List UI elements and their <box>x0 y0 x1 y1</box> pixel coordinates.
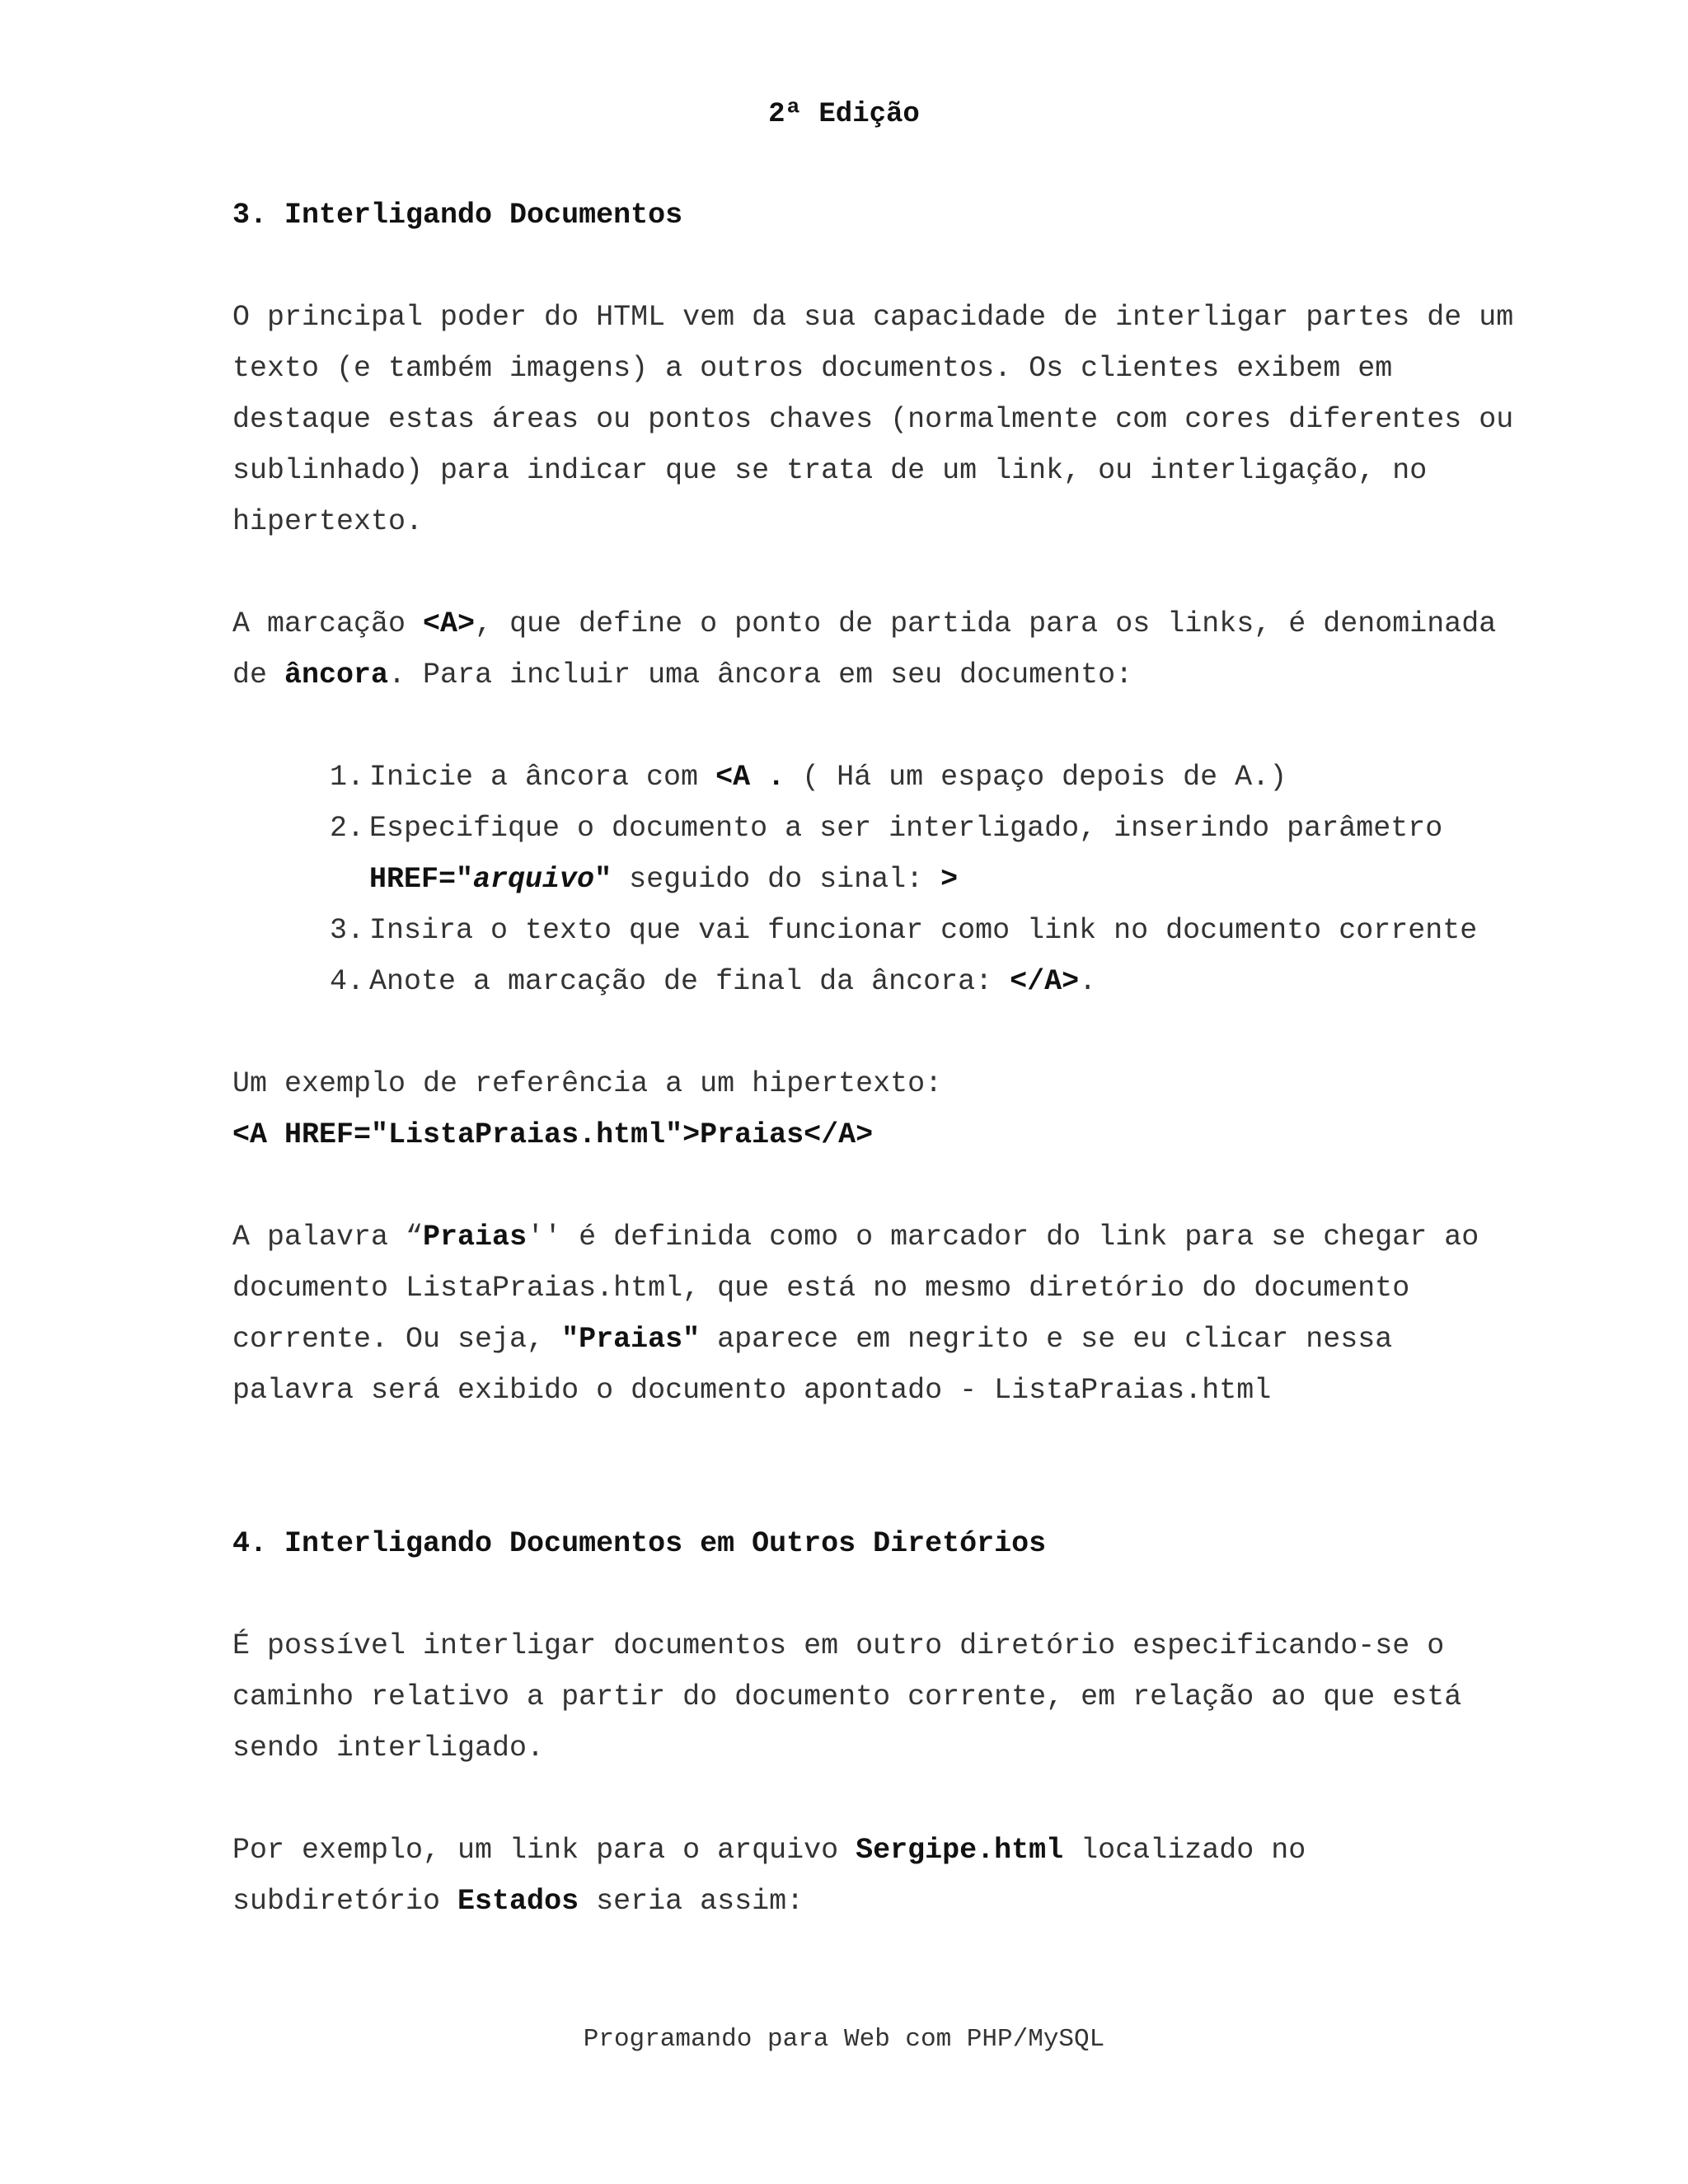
page-footer: Programando para Web com PHP/MySQL <box>583 2025 1105 2054</box>
text-line: O principal poder do HTML vem da sua capacidade de interligar partes de um <box>232 301 1514 334</box>
text-line: corrente. Ou seja, "Praias" aparece em negrito e se eu clicar nessa <box>232 1323 1393 1356</box>
text-line: A marcação <A>, que define o ponto de partida para os links, é denominada <box>232 607 1497 640</box>
anchor-tag-code: <A> <box>423 607 476 640</box>
text-line: sendo interligado. <box>232 1732 545 1765</box>
text-line: hipertexto. <box>232 505 424 538</box>
praias-explanation-paragraph <box>232 1212 1584 1416</box>
text-line: É possível interligar documentos em outro diretório especificando-se o <box>232 1629 1445 1662</box>
list-item: 4. Anote a marcação de final da âncora: </A>. <box>330 965 1097 998</box>
section-3-intro-paragraph <box>232 292 1584 547</box>
list-item: 2. Especifique o documento a ser interligado, inserindo parâmetro HREF="arquivo" seguido do sinal: > <box>330 812 1443 896</box>
text-line: A palavra “Praias'' é definida como o marcador do link para se chegar ao <box>232 1221 1479 1254</box>
example-intro: Um exemplo de referência a um hipertexto: <box>232 1067 943 1100</box>
anchor-term: âncora <box>284 658 389 691</box>
section-4-example-paragraph <box>232 1825 1584 1927</box>
anchor-steps-list <box>232 752 1584 1007</box>
text-line: palavra será exibido o documento apontado - ListaPraias.html <box>232 1374 1272 1407</box>
anchor-definition-paragraph <box>232 598 1584 701</box>
section-3-heading: 3. Interligando Documentos <box>232 199 683 232</box>
text-line: sublinhado) para indicar que se trata de um link, ou interligação, no <box>232 454 1428 487</box>
text-line: destaque estas áreas ou pontos chaves (normalmente com cores diferentes ou <box>232 403 1514 436</box>
text-line: subdiretório Estados seria assim: <box>232 1885 804 1918</box>
text-line: caminho relativo a partir do documento corrente, em relação ao que está <box>232 1680 1462 1713</box>
list-item: 1. Inicie a âncora com <A . ( Há um espaço depois de A.) <box>330 761 1287 794</box>
text-line: Por exemplo, um link para o arquivo Sergipe.html localizado no <box>232 1834 1306 1867</box>
section-4-heading: 4. Interligando Documentos em Outros Diretórios <box>232 1527 1047 1560</box>
example-code: <A HREF="ListaPraias.html">Praias</A> <box>232 1118 874 1151</box>
directory-estados: Estados <box>457 1885 579 1918</box>
list-item: 3. Insira o texto que vai funcionar como link no documento corrente <box>330 914 1478 947</box>
section-4-intro-paragraph <box>232 1620 1584 1774</box>
filename-sergipe: Sergipe.html <box>856 1834 1064 1867</box>
page-content <box>232 190 1584 1927</box>
text-line: texto (e também imagens) a outros documentos. Os clientes exibem em <box>232 352 1393 385</box>
text-line: documento ListaPraias.html, que está no mesmo diretório do documento <box>232 1272 1410 1305</box>
edition-header: 2ª Edição <box>768 99 920 130</box>
text-line: de âncora. Para incluir uma âncora em seu documento: <box>232 658 1133 691</box>
